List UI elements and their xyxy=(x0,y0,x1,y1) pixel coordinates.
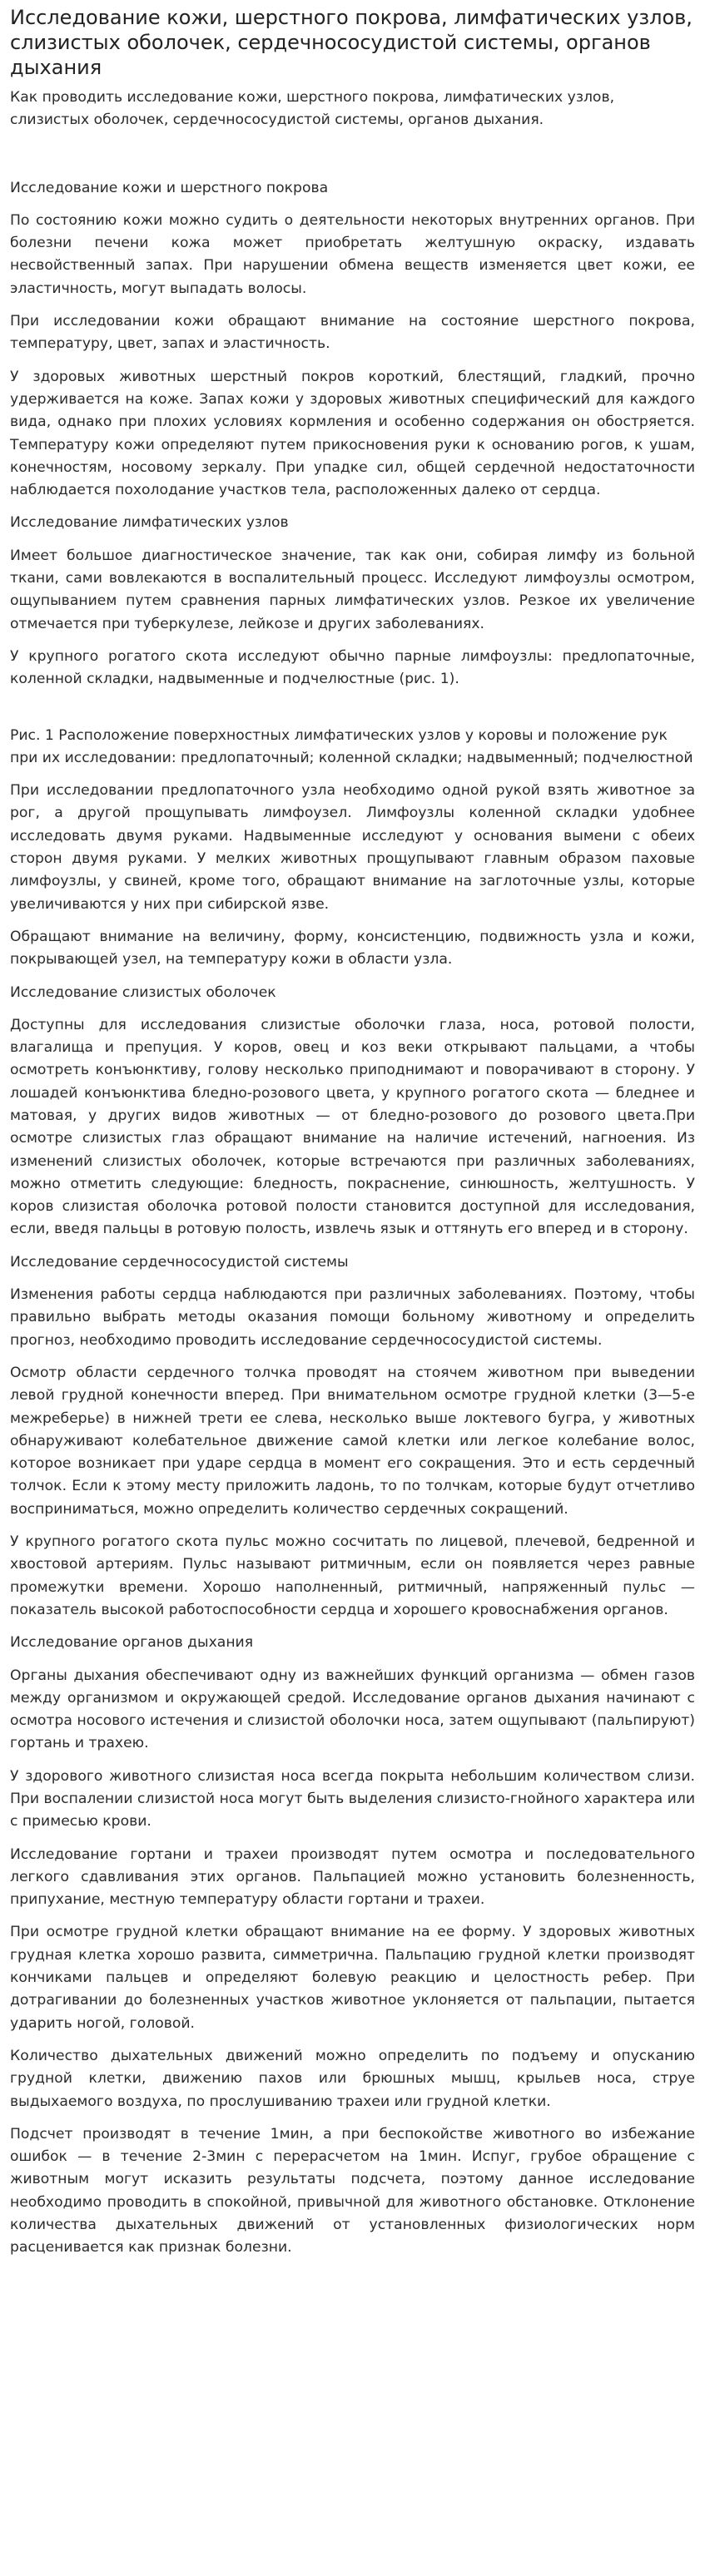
page-title: Исследование кожи, шерстного покрова, лимфатических узлов, слизистых оболочек, сердечнососудистой системы, органов дыхания xyxy=(10,6,693,79)
figure-caption: Рис. 1 Расположение поверхностных лимфатических узлов у коровы и положение рук при их исследовании: предлопаточный; коленной складки; надвыменный; подчелюстной xyxy=(10,726,693,766)
paragraph: Исследование гортани и трахеи производят путем осмотра и последовательного легкого сдавливания этих органов. Пальпацией можно установить болезненность, припухание, местную температуру области гортани и трахеи. xyxy=(10,1845,695,1909)
paragraph: При осмотре грудной клетки обращают внимание на ее форму. У здоровых животных грудная клетка хорошо развита, симметрична. Пальпацию грудной клетки производят кончиками пальцев и определяют болевую реакцию и целостность ребер. При дотрагивании до болезненных участков животное уклоняется от пальпации, пытается ударить ногой, головой. xyxy=(10,1924,695,2032)
paragraph: Имеет большое диагностическое значение, так как они, собирая лимфу из больной ткани, сами вовлекаются в воспалительный процесс. Исследуют лимфоузлы осмотром, ощупыванием путем сравнения парных лимфатических узлов. Резкое их увеличение отмечается при туберкулезе, лейкозе и других заболеваниях. xyxy=(10,547,695,632)
paragraph: Количество дыхательных движений можно определить по подъему и опусканию грудной клетки, движению пахов или брюшных мышц, крыльев носа, струе выдыхаемого воздуха, по прослушиванию трахеи или грудной клетки. xyxy=(10,2047,695,2110)
paragraph: Изменения работы сердца наблюдаются при различных заболеваниях. Поэтому, чтобы правильно выбрать методы оказания помощи больному животному и определить прогноз, необходимо проводить исследование сердечнососудистой системы. xyxy=(10,1286,695,1349)
intro-text: Как проводить исследование кожи, шерстного покрова, лимфатических узлов, слизистых оболочек, сердечнососудистой системы, органов дыхания. xyxy=(10,89,615,129)
paragraph: По состоянию кожи можно судить о деятельности некоторых внутренних органов. При болезни печени кожа может приобретать желтушную окраску, издавать несвойственный запах. При нарушении обмена веществ изменяется цвет кожи, ее эластичность, могут выпадать волосы. xyxy=(10,211,695,297)
paragraph: У крупного рогатого скота исследуют обычно парные лимфоузлы: предлопаточные, коленной складки, надвыменные и подчелюстные (рис. 1). xyxy=(10,647,695,688)
section-heading-cardio: Исследование сердечнососудистой системы xyxy=(10,1253,349,1271)
section-heading-mucous: Исследование слизистых оболочек xyxy=(10,983,276,1001)
paragraph: Доступны для исследования слизистые оболочки глаза, носа, ротовой полости, влагалища и препуция. У коров, овец и коз веки открывают пальцами, а чтобы осмотреть конъюнктиву, голову несколько приподнимают и поворачивают в сторону. У лошадей конъюнктива бледно-розового цвета, у крупного рогатого скота — бледнее и матовая, у других видов животных — от бледно-розового до розового цвета.При осмотре слизистых глаз обращают внимание на наличие истечений, нагноения. Из изменений слизистых оболочек, которые встречаются при различных заболеваниях, можно отметить следующие: бледность, покраснение, синюшность, желтушность. У коров слизистая оболочка ротовой полости становится доступной для исследования, если, введя пальцы в ротовую полость, извлечь язык и оттянуть его вперед и в сторону. xyxy=(10,1016,695,1238)
paragraph: Обращают внимание на величину, форму, консистенцию, подвижность узла и кожи, покрывающей узел, на температуру кожи в области узла. xyxy=(10,928,695,968)
paragraph: Органы дыхания обеспечивают одну из важнейших функций организма — обмен газов между организмом и окружающей средой. Исследование органов дыхания начинают с осмотра носового истечения и слизистой оболочки носа, затем ощупывают (пальпируют) гортань и трахею. xyxy=(10,1667,695,1752)
section-heading-skin: Исследование кожи и шерстного покрова xyxy=(10,179,329,196)
section-heading-lymph: Исследование лимфатических узлов xyxy=(10,514,289,532)
paragraph: У здоровых животных шерстный покров короткий, блестящий, гладкий, прочно удерживается на коже. Запах кожи у здоровых животных специфический для каждого вида, однако при плохих условиях кормления и особенно содержания он обостряется. Температуру кожи определяют путем прикосновения руки к основанию рогов, к ушам, конечностям, носовому зеркалу. При упадке сил, общей сердечной недостаточности наблюдается похолодание участков тела, расположенных далеко от сердца. xyxy=(10,368,695,499)
paragraph: При исследовании кожи обращают внимание на состояние шерстного покрова, температуру, цвет, запах и эластичность. xyxy=(10,313,695,353)
paragraph: При исследовании предлопаточного узла необходимо одной рукой взять животное за рог, а другой прощупывать лимфоузел. Лимфоузлы коленной складки удобнее исследовать двумя руками. Надвыменные исследуют у основания вымени с обеих сторон двумя руками. У мелких животных прощупывают главным образом паховые лимфоузлы, у свиней, кроме того, обращают внимание на заглоточные узлы, которые увеличиваются у них при сибирской язве. xyxy=(10,782,695,913)
paragraph: Осмотр области сердечного толчка проводят на стоячем животном при выведении левой грудной конечности вперед. При внимательном осмотре грудной клетки (3—5-е межреберье) в нижней трети ее слева, несколько выше локтевого бугра, у животных обнаруживают колебательное движение самой клетки или легкое колебание волос, которое возникает при ударе сердца в момент его сокращения. Это и есть сердечный толчок. Если к этому месту приложить ладонь, то по толчкам, которые будут отчетливо восприниматься, можно определить количество сердечных сокращений. xyxy=(10,1364,695,1518)
section-heading-respiratory: Исследование органов дыхания xyxy=(10,1634,254,1652)
paragraph: У здорового животного слизистая носа всегда покрыта небольшим количеством слизи. При воспалении слизистой носа могут быть выделения слизисто-гнойного характера или с примесью крови. xyxy=(10,1767,695,1830)
paragraph: Подсчет производят в течение 1мин, а при беспокойстве животного во избежание ошибок — в течение 2-3мин с перерасчетом на 1мин. Испуг, грубое обращение с животным могут исказить результаты подсчета, поэтому данное исследование необходимо проводить в спокойной, привычной для животного обстановке. Отклонение количества дыхательных движений от установленных физиологических норм расценивается как признак болезни. xyxy=(10,2125,695,2256)
paragraph: У крупного рогатого скота пульс можно сосчитать по лицевой, плечевой, бедренной и хвостовой артериям. Пульс называют ритмичным, если он появляется через равные промежутки времени. Хорошо наполненный, ритмичный, напряженный пульс — показатель высокой работоспособности сердца и хорошего кровоснабжения органов. xyxy=(10,1533,695,1618)
